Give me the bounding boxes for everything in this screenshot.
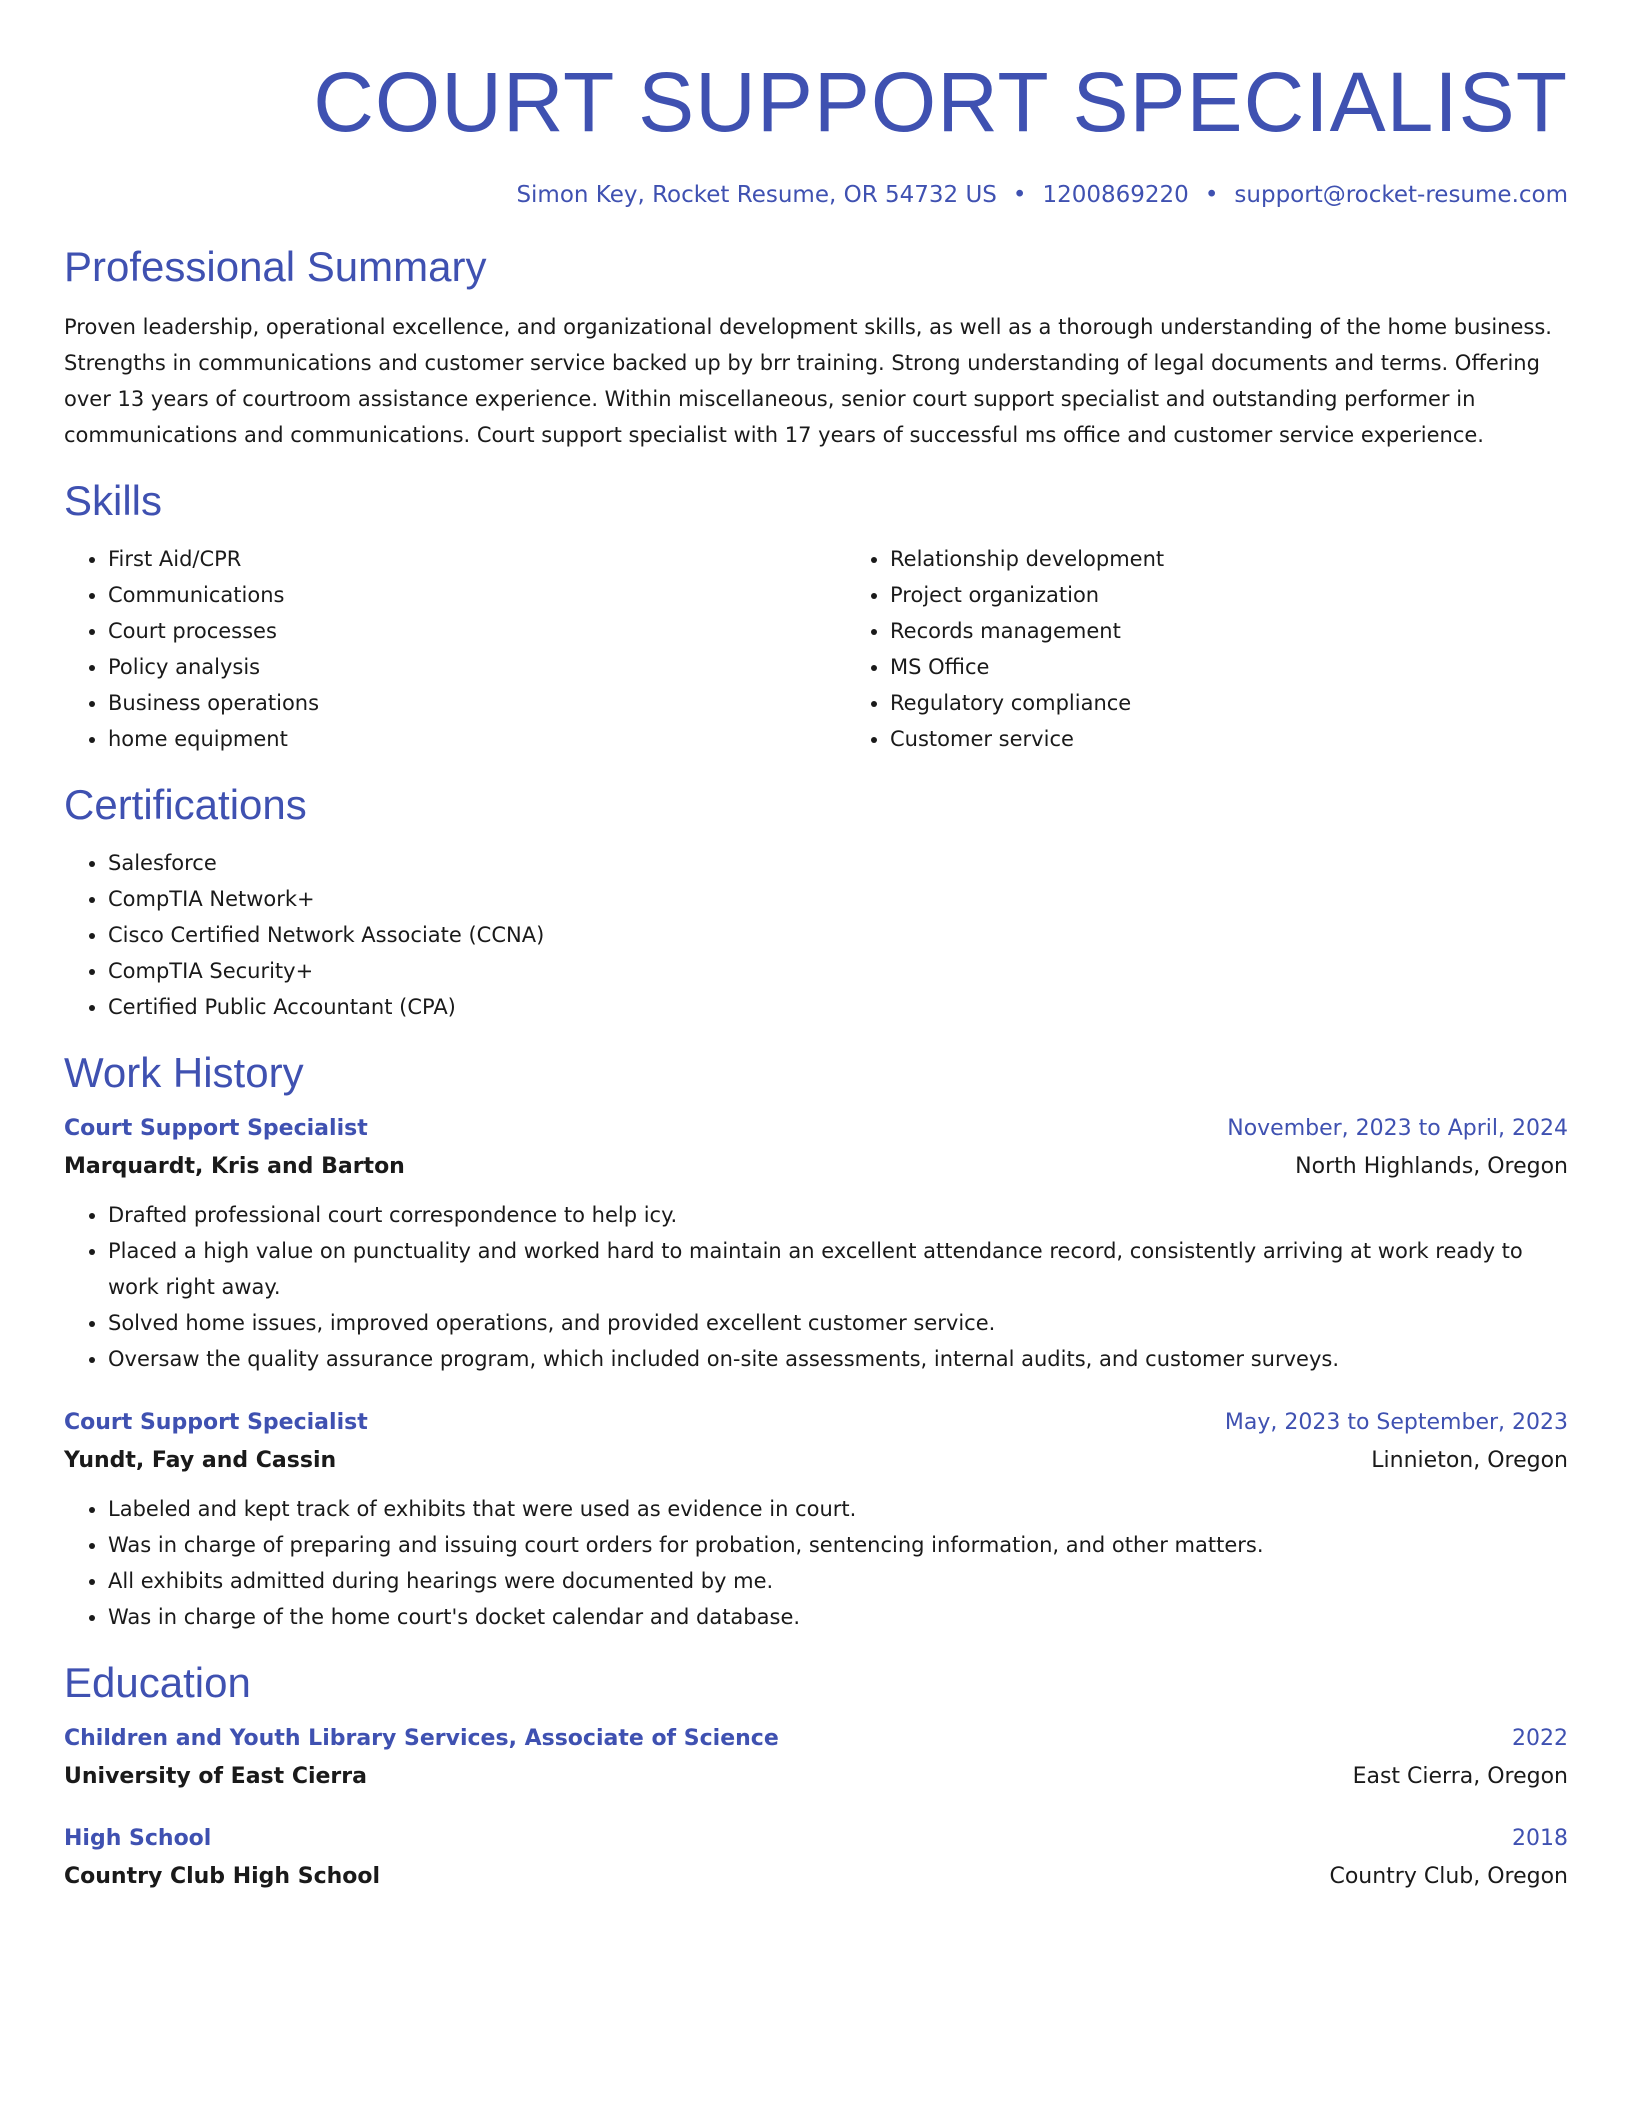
skill-item: • Relationship development <box>890 541 1628 577</box>
certification-item: • Salesforce <box>108 845 1568 881</box>
skill-item: • Business operations <box>108 685 846 721</box>
job-company-row <box>64 1147 1568 1187</box>
education-school-row <box>64 1757 1568 1797</box>
certification-item: • Certified Public Accountant (CPA) <box>108 989 1568 1025</box>
contact-separator: • <box>1204 182 1219 208</box>
skill-item: • Policy analysis <box>108 649 846 685</box>
job-bullet: • Labeled and kept track of exhibits that were used as evidence in court. <box>108 1491 1568 1527</box>
summary-text: Proven leadership, operational excellence, and organizational development skills, as well as a thorough understanding of the home business. Strengths in communications and customer service backed up by brr training. Strong understanding of legal documents and terms. Offering over 13 years of courtroom assistance experience. Within miscellaneous, senior court support specialist and outstanding performer in communications and communications. Court support specialist with 17 years of successful ms office and customer service experience. <box>64 315 1552 447</box>
skill-item: • Court processes <box>108 613 846 649</box>
education-entry <box>64 1821 1568 1897</box>
skill-item: • Customer service <box>890 721 1628 757</box>
resume-title: COURT SUPPORT SPECIALIST <box>313 55 1568 149</box>
certification-item: • Cisco Certified Network Associate (CCNA) <box>108 917 1568 953</box>
job-dates: May, 2023 to September, 2023 <box>1224 1410 1568 1435</box>
certifications-heading: Certifications <box>64 781 307 828</box>
work-history-section <box>64 1047 1568 1635</box>
certification-item: • CompTIA Network+ <box>108 881 1568 917</box>
certifications-section <box>64 779 1568 1025</box>
skill-item: • Records management <box>890 613 1628 649</box>
contact-email: support@rocket-resume.com <box>1234 182 1568 208</box>
job-role: Court Support Specialist <box>64 1410 368 1435</box>
education-school: Country Club High School <box>64 1864 381 1889</box>
job-company-row <box>64 1441 1568 1481</box>
skill-item: • Communications <box>108 577 846 613</box>
contact-address: Simon Key, Rocket Resume, OR 54732 US <box>516 182 997 208</box>
skills-grid <box>64 541 1568 757</box>
job-title-row <box>64 1111 1568 1147</box>
skill-item: • First Aid/CPR <box>108 541 846 577</box>
education-degree: High School <box>64 1826 212 1851</box>
education-year: 2018 <box>1512 1826 1568 1851</box>
resume-header <box>64 50 1568 212</box>
contact-separator: • <box>1012 182 1027 208</box>
job-location: Linnieton, Oregon <box>1371 1448 1568 1473</box>
job-bullet: • All exhibits admitted during hearings were documented by me. <box>108 1563 1568 1599</box>
education-degree: Children and Youth Library Services, Associate of Science <box>64 1726 779 1751</box>
summary-section <box>64 241 1568 453</box>
contact-line <box>64 178 1568 212</box>
job-company: Marquardt, Kris and Barton <box>64 1154 405 1179</box>
job-location: North Highlands, Oregon <box>1295 1154 1568 1179</box>
education-entry <box>64 1721 1568 1797</box>
job-bullets <box>64 1197 1568 1377</box>
skill-item: • home equipment <box>108 721 846 757</box>
education-location: East Cierra, Oregon <box>1352 1764 1568 1789</box>
job-role: Court Support Specialist <box>64 1116 368 1141</box>
job-bullet: • Drafted professional court correspondence to help icy. <box>108 1197 1568 1233</box>
job-bullet: • Oversaw the quality assurance program, which included on-site assessments, internal audits, and customer surveys. <box>108 1341 1568 1377</box>
job-dates: November, 2023 to April, 2024 <box>1227 1116 1568 1141</box>
job-company: Yundt, Fay and Cassin <box>64 1448 337 1473</box>
job-entry <box>64 1111 1568 1377</box>
job-bullet: • Placed a high value on punctuality and worked hard to maintain an excellent attendance record, consistently arriving at work ready to work right away. <box>108 1233 1568 1305</box>
education-degree-row <box>64 1821 1568 1857</box>
education-heading: Education <box>64 1659 251 1706</box>
education-school-row <box>64 1857 1568 1897</box>
education-location: Country Club, Oregon <box>1329 1864 1568 1889</box>
education-school: University of East Cierra <box>64 1764 367 1789</box>
skills-list-right <box>846 541 1628 757</box>
job-entry <box>64 1405 1568 1635</box>
work-history-heading: Work History <box>64 1049 304 1096</box>
job-bullets <box>64 1491 1568 1635</box>
skill-item: • Project organization <box>890 577 1628 613</box>
skills-list-left <box>64 541 846 757</box>
summary-heading: Professional Summary <box>64 243 487 290</box>
education-section <box>64 1657 1568 1897</box>
job-bullet: • Solved home issues, improved operations, and provided excellent customer service. <box>108 1305 1568 1341</box>
job-bullet: • Was in charge of preparing and issuing court orders for probation, sentencing information, and other matters. <box>108 1527 1568 1563</box>
education-year: 2022 <box>1512 1726 1568 1751</box>
skill-item: • MS Office <box>890 649 1628 685</box>
skills-heading: Skills <box>64 477 163 524</box>
job-title-row <box>64 1405 1568 1441</box>
education-degree-row <box>64 1721 1568 1757</box>
certifications-list <box>64 845 1568 1025</box>
skills-section <box>64 475 1568 757</box>
certification-item: • CompTIA Security+ <box>108 953 1568 989</box>
job-bullet: • Was in charge of the home court's docket calendar and database. <box>108 1599 1568 1635</box>
skill-item: • Regulatory compliance <box>890 685 1628 721</box>
contact-phone: 1200869220 <box>1042 182 1189 208</box>
